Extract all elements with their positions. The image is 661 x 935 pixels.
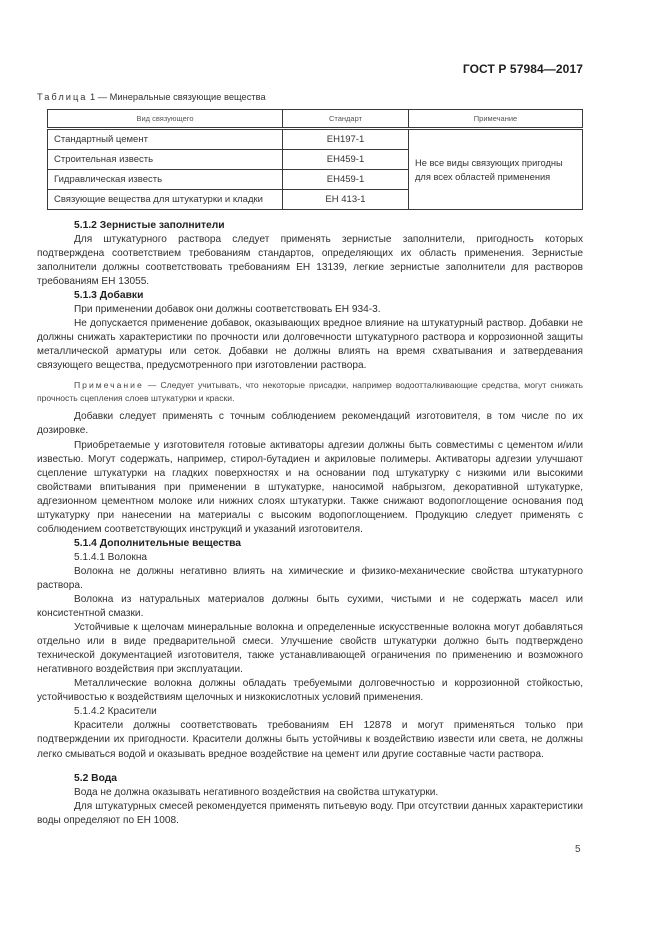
note-cell: Не все виды связующих пригодны для всех областей применения — [409, 129, 583, 210]
paragraph: Добавки следует применять с точным соблюдением рекомендаций изготовителя, в том числе по их дозировке. — [37, 411, 583, 437]
section-5-1-4-2-title: 5.1.4.2 Красители — [74, 706, 157, 718]
paragraph: Волокна из натуральных материалов должны быть сухими, чистыми и не содержать масел или консистентной смазки. — [37, 593, 583, 620]
paragraph: Вода не должна оказывать негативного воздействия на свойства штукатурки. — [74, 786, 439, 798]
document-body — [37, 219, 583, 828]
binder-cell: Связующие вещества для штукатурки и кладки — [48, 190, 283, 210]
table-row — [48, 129, 583, 150]
note-paragraph — [37, 379, 583, 405]
note-label: Примечание — [74, 380, 144, 391]
paragraph: Для штукатурного раствора следует применять зернистые заполнители, пригодность которых подтверждена соответствием требованиям стандартов, определяющих их область применения. Зернистые заполнители должны соответствовать требованиям ЕН 13139, легкие зернистые заполнители для растворов требованиям ЕН 13055. — [37, 234, 583, 288]
column-header-standard: Стандарт — [283, 110, 409, 129]
column-header-note: Примечание — [409, 110, 583, 129]
paragraph: Металлические волокна должны обладать требуемыми долговечностью и коррозионной стойкостью, устойчивостью к воздействиям щелочных и низкокислотных условий применения. — [37, 678, 583, 704]
standard-cell: ЕН459-1 — [283, 170, 409, 190]
binder-cell: Гидравлическая известь — [48, 170, 283, 190]
column-header-binder: Вид связующего — [48, 110, 283, 129]
page-number: 5 — [575, 844, 581, 855]
paragraph: Для штукатурных смесей рекомендуется применять питьевую воду. При отсутствии данных характеристики воды определяют по ЕН 1008. — [37, 800, 583, 826]
paragraph: Красители должны соответствовать требованиям ЕН 12878 и могут применяться только при подтверждении их пригодности. Красители должны быть устойчивы к воздействию извести или света, не должны легко смываться водой и оказывать вредное воздействие на цемент или другие составные части раствора. — [37, 720, 583, 760]
spacer — [37, 762, 583, 772]
table-caption — [37, 92, 266, 102]
document-code: ГОСТ Р 57984—2017 — [462, 62, 583, 76]
binder-cell: Строительная известь — [48, 150, 283, 170]
binder-cell: Стандартный цемент — [48, 129, 283, 150]
table-caption-text: 1 — Минеральные связующие вещества — [87, 92, 266, 102]
standard-cell: ЕН197-1 — [283, 129, 409, 150]
paragraph: Волокна не должны негативно влиять на химические и физико-механические свойства штукатурного раствора. — [37, 565, 583, 591]
table-header-row — [48, 110, 583, 129]
section-5-1-4-1-title: 5.1.4.1 Волокна — [74, 551, 148, 563]
standard-cell: ЕН459-1 — [283, 150, 409, 170]
paragraph: Приобретаемые у изготовителя готовые активаторы адгезии должны быть совместимы с цементом и/или известью. Могут содержать, например, стирол-бутадиен и акриловые полимеры. Активаторы адгезии улучшают сцепление штукатурки на гладких поверхностях и на основании под штукатурку с низкими или высокими свойствами впитывания при применении в штукатурке, наносимой набрызгом, декоративной штукатурке, адгезионном цементном молоке или нижних слоях штукатурки. Также снижают водопоглощение основания под штукатурку при нанесении на материалы с высоким водопоглощением. Продукцию следует применять с соблюдением соответствующих инструкций и указаний изготовителя. — [37, 439, 583, 535]
section-5-1-2-title: 5.1.2 Зернистые заполнители — [74, 220, 225, 231]
standard-cell: ЕН 413-1 — [283, 190, 409, 210]
section-5-2-title: 5.2 Вода — [74, 772, 118, 784]
binders-table — [47, 109, 583, 210]
section-5-1-3-title: 5.1.3 Добавки — [74, 290, 144, 302]
paragraph: При применении добавок они должны соответствовать ЕН 934-3. — [74, 304, 381, 316]
paragraph: Устойчивые к щелочам минеральные волокна и определенные искусственные волокна могут добавляться отдельно или в виде предварительной смеси. Улучшение свойств штукатурки должно быть подтверждено технической документацией изготовителя, также устанавливающей ограничения по применению и возможного негативного воздействия при эксплуатации. — [37, 622, 583, 676]
paragraph: Не допускается применение добавок, оказывающих вредное влияние на штукатурный раствор. Добавки не должны снижать характеристики по прочности или долговечности штукатурного раствора и коррозионной защиты металлической арматуры или сеток. Добавки не должны влиять на время схватывания и затвердевания связующего вещества, предусмотренного при изготовлении раствора. — [37, 318, 583, 372]
table-caption-label: Таблица — [37, 92, 88, 102]
note-text: — Следует учитывать, что некоторые присадки, например водоотталкивающие средства, могут снижать прочность сцепления слоев штукатурки и краски. — [37, 380, 583, 404]
section-5-1-4-title: 5.1.4 Дополнительные вещества — [74, 537, 241, 549]
